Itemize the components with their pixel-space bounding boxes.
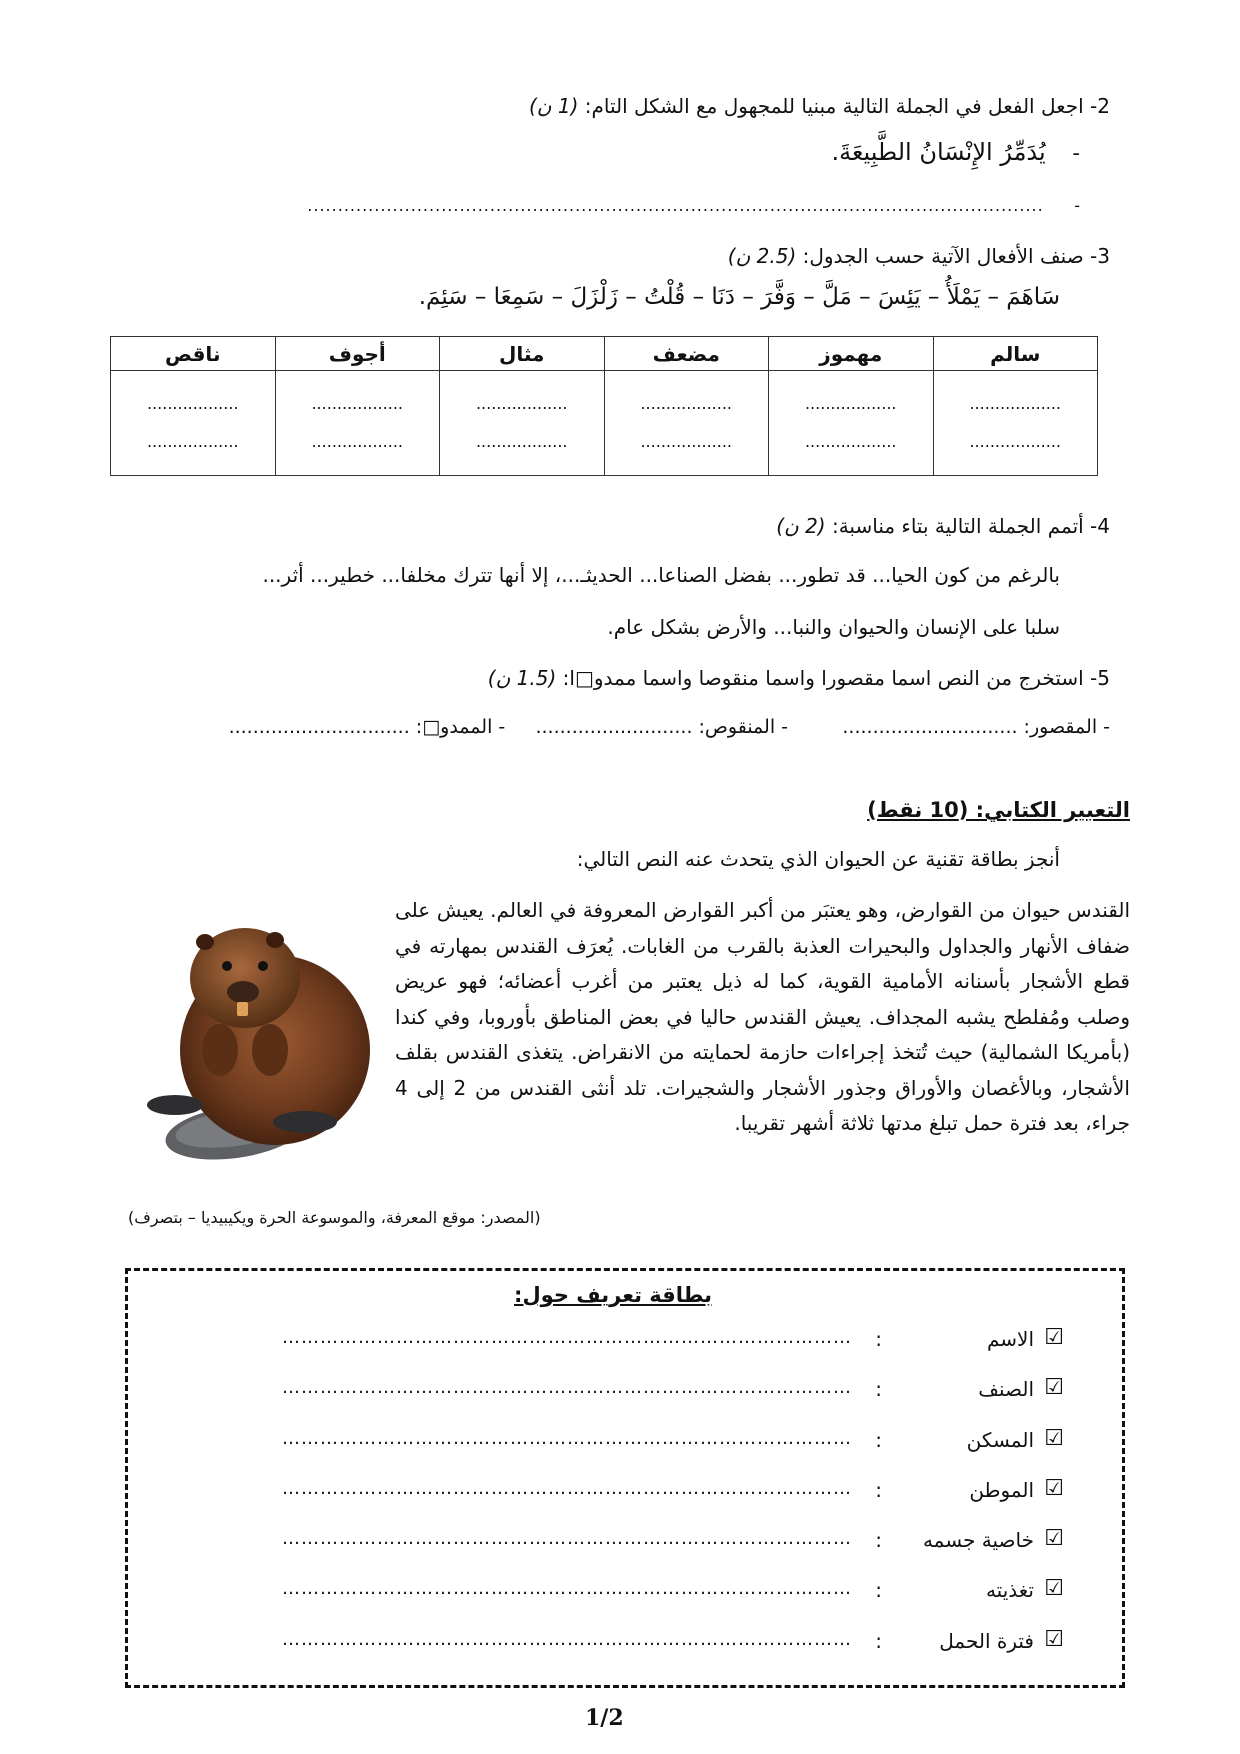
card-title: بطاقة تعريف حول: — [514, 1283, 712, 1307]
card-colon: : — [875, 1528, 882, 1552]
q3-prompt — [728, 244, 1110, 268]
checkbox-icon[interactable]: ☑ — [1044, 1375, 1064, 1400]
answer-cell[interactable]: .................. .................. — [440, 371, 605, 476]
card-fill[interactable]: ……………………………………………………………………………… — [282, 1478, 852, 1499]
card-label: تغذيته — [985, 1578, 1034, 1602]
card-colon: : — [875, 1327, 882, 1351]
q2-text: اجعل الفعل في الجملة التالية مبنيا للمجهول مع الشكل التام: — [584, 94, 1084, 118]
q4-line1: بالرغم من كون الحيا... قد تطور... بفضل الصناعا... الحديثـ...، إلا أنها تترك مخلفا... خطير... أثر... — [262, 563, 1060, 587]
q5-prompt — [488, 666, 1110, 690]
header-salim: سالم — [933, 337, 1098, 371]
q2-points: (1 ن) — [528, 94, 579, 118]
card-row-feeding — [122, 1574, 1122, 1614]
beaver-image — [135, 900, 385, 1170]
q2-prompt — [529, 94, 1110, 118]
card-label: خاصية جسمه — [922, 1528, 1034, 1552]
card-row-name — [122, 1323, 1122, 1363]
answer-cell[interactable]: .................. .................. — [111, 371, 276, 476]
expression-heading: التعبير الكتابي: (10 نقط) — [867, 798, 1130, 822]
q3-number: 3- — [1090, 244, 1110, 268]
q4-line2: سلبا على الإنسان والحيوان والنبا... والأرض بشكل عام. — [607, 615, 1060, 639]
header-mithal: مثال — [440, 337, 605, 371]
checkbox-icon[interactable]: ☑ — [1044, 1426, 1064, 1451]
q5-mamdud[interactable]: - الممدو□: .............................. — [228, 716, 506, 738]
card-row-homeland — [122, 1474, 1122, 1514]
card-fill[interactable]: ……………………………………………………………………………… — [282, 1629, 852, 1650]
card-label: فترة الحمل — [939, 1629, 1034, 1653]
page-number: 1/2 — [585, 1705, 624, 1731]
q3-points: (2.5 ن) — [727, 244, 797, 268]
expression-instruction: أنجز بطاقة تقنية عن الحيوان الذي يتحدث عنه النص التالي: — [576, 847, 1060, 871]
card-row-class — [122, 1373, 1122, 1413]
answer-cell[interactable]: .................. .................. — [769, 371, 934, 476]
identification-card — [125, 1268, 1125, 1688]
table-row — [111, 371, 1098, 476]
card-label: الموطن — [969, 1478, 1034, 1502]
q3-text: صنف الأفعال الآتية حسب الجدول: — [802, 244, 1084, 268]
q2-sentence: يُدَمِّرُ الإِنْسَانُ الطَّبِيعَةَ. — [831, 138, 1046, 166]
card-colon: : — [875, 1578, 882, 1602]
card-colon: : — [875, 1478, 882, 1502]
q4-text: أتمم الجملة التالية بتاء مناسبة: — [831, 514, 1084, 538]
q5-answers — [229, 716, 1110, 738]
card-colon: : — [875, 1428, 882, 1452]
q2-bullet: - — [1072, 141, 1080, 165]
checkbox-icon[interactable]: ☑ — [1044, 1576, 1064, 1601]
q3-verbs: سَاهَمَ – يَمْلَأُ – يَئِسَ – مَلَّ – وَفَّرَ – دَنَا – قُلْتُ – زَلْزَلَ – سَمِعَا – سَئِمَ. — [418, 284, 1060, 310]
card-row-body — [122, 1524, 1122, 1564]
header-ajwaf: أجوف — [275, 337, 440, 371]
checkbox-icon[interactable]: ☑ — [1044, 1476, 1064, 1501]
card-fill[interactable]: ……………………………………………………………………………… — [282, 1377, 852, 1398]
table-header-row — [111, 337, 1098, 371]
q2-number: 2- — [1090, 94, 1110, 118]
card-label: المسكن — [966, 1428, 1034, 1452]
answer-cell[interactable]: .................. .................. — [604, 371, 769, 476]
card-fill[interactable]: ……………………………………………………………………………… — [282, 1528, 852, 1549]
q5-points: (1.5 ن) — [487, 666, 557, 690]
q2-answer-line — [307, 196, 1080, 215]
classification-table — [110, 336, 1098, 476]
card-row-habitat — [122, 1424, 1122, 1464]
checkbox-icon[interactable]: ☑ — [1044, 1526, 1064, 1551]
q2-answer-bullet: - — [1074, 196, 1080, 215]
q5-manqus[interactable]: - المنقوص: .......................... — [535, 716, 789, 738]
expression-source: (المصدر: موقع المعرفة، والموسوعة الحرة ويكيبيديا – بتصرف) — [128, 1208, 541, 1227]
q4-points: (2 ن) — [776, 514, 826, 538]
q2-answer-dots[interactable]: ......................................................................................................................... — [307, 196, 1044, 215]
header-naqis: ناقص — [111, 337, 276, 371]
q5-text: استخرج من النص اسما مقصورا واسما منقوصا واسما ممدو — [593, 666, 1084, 690]
q5-number: 5- — [1090, 666, 1110, 690]
header-mahmuz: مهموز — [769, 337, 934, 371]
card-row-gestation — [122, 1625, 1122, 1665]
q2-sentence-line — [831, 138, 1080, 166]
card-fill[interactable]: ……………………………………………………………………………… — [282, 1578, 852, 1599]
q5-text-end: ا: — [562, 666, 575, 690]
checkbox-icon[interactable]: ☑ — [1044, 1325, 1064, 1350]
expression-paragraph: القندس حيوان من القوارض، وهو يعتبَر من أكبر القوارض المعروفة في العالم. يعيش على ضفاف الأنهار والجداول والبحيرات العذبة بالقرب من الغابات. يُعرَف القندس بمهارته في قطع الأشجار بأسنانه الأمامية القوية، كما له ذيل يعتبر من أغرب أعضائه؛ فهو عريض وصلب ومُفلطح يشبه المجداف. يعيش القندس حاليا في بعض المناطق بأوروبا، وفي كندا (بأمريكا الشمالية) حيث تُتخذ إجراءات حازمة لحمايته من الانقراض. يتغذى القندس بقلف الأشجار، وبالأغصان والأوراق وجذور الأشجار والشجيرات. تلد أنثى القندس من 2 إلى 4 جراء، بعد فترة حمل تبلغ مدتها ثلاثة أشهر تقريبا. — [395, 898, 1130, 1135]
answer-cell[interactable]: .................. .................. — [933, 371, 1098, 476]
q4-number: 4- — [1090, 514, 1110, 538]
card-colon: : — [875, 1629, 882, 1653]
answer-cell[interactable]: .................. .................. — [275, 371, 440, 476]
q4-prompt — [776, 514, 1110, 538]
header-mudaaf: مضعف — [604, 337, 769, 371]
card-colon: : — [875, 1377, 882, 1401]
card-fill[interactable]: ……………………………………………………………………………… — [282, 1428, 852, 1449]
card-fill[interactable]: ……………………………………………………………………………… — [282, 1327, 852, 1348]
q5-maqsur[interactable]: - المقصور: ............................. — [842, 716, 1110, 738]
card-label: الاسم — [986, 1327, 1034, 1351]
q5-box-char: □ — [574, 666, 594, 690]
card-label: الصنف — [978, 1377, 1034, 1401]
checkbox-icon[interactable]: ☑ — [1044, 1627, 1064, 1652]
